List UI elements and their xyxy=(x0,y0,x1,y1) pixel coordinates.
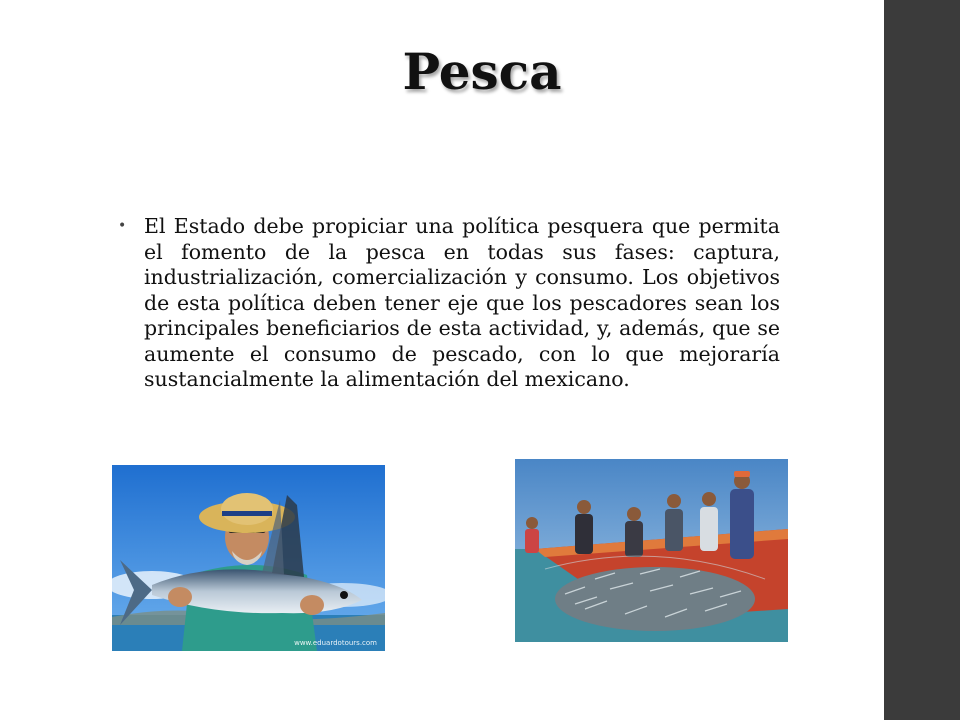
photo-watermark: www.eduardotours.com xyxy=(294,639,377,647)
fishermen-net-photo xyxy=(515,459,788,642)
bullet-text: El Estado debe propiciar una política pesquera que permita el fomento de la pesca en todas sus fases: captura, industrialización, comercialización y consumo. Los objetivos de esta política deben tener eje que los pescadores sean los principales beneficiarios de esta actividad, y, además, que se aumente el consumo de pescado, con lo que mejoraría sustancialmente la alimentación del mexicano. xyxy=(144,214,780,391)
side-band-decoration xyxy=(884,0,960,720)
bullet-item xyxy=(118,214,780,393)
slide-title: Pesca xyxy=(402,42,562,101)
bullet-dot: • xyxy=(118,218,127,234)
fishermen-photo-illustration xyxy=(515,459,788,642)
bullet-list xyxy=(118,214,780,393)
fisherman-with-fish-photo xyxy=(112,465,385,651)
fisherman-photo-illustration xyxy=(112,465,385,651)
